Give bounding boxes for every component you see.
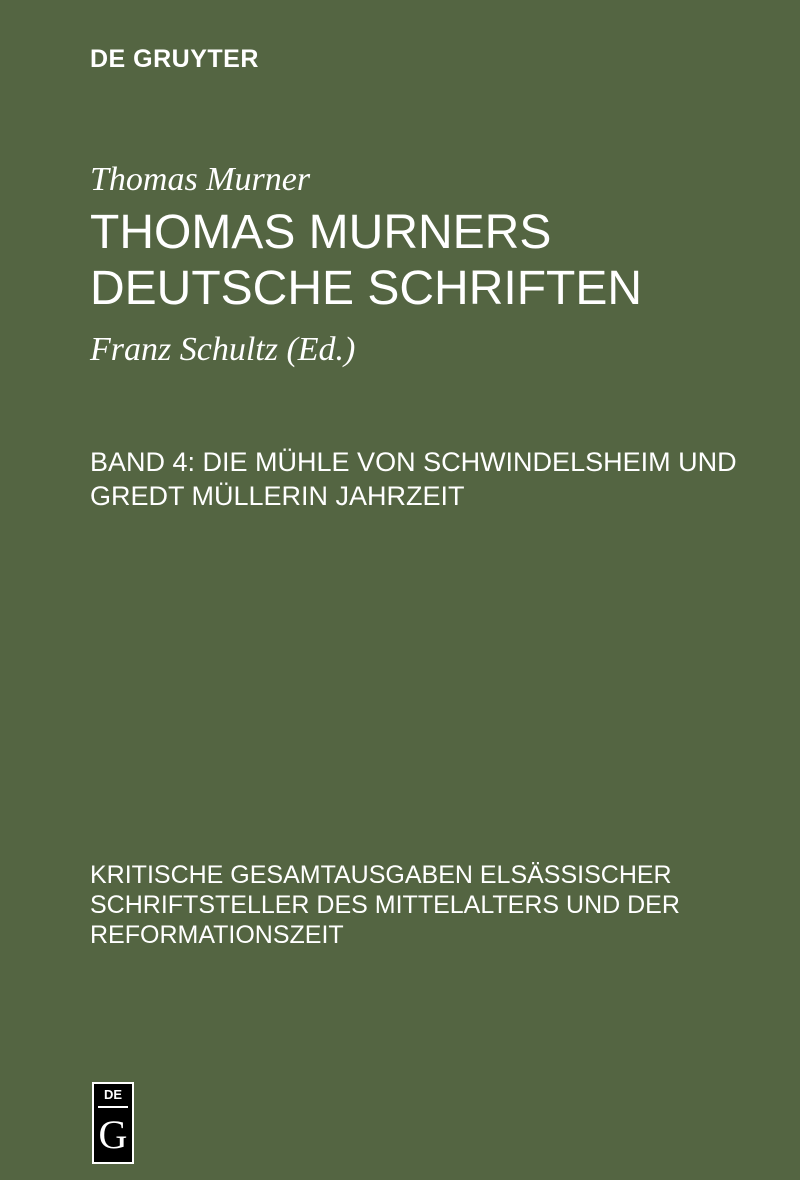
publisher-logo-icon — [92, 1082, 134, 1164]
publisher-name: DE GRUYTER — [90, 45, 259, 73]
series-title: KRITISCHE GESAMTAUSGABEN ELSÄSSISCHER SCHRIFTSTELLER DES MITTELALTERS UND DER REFORMATIONSZEIT — [90, 861, 680, 949]
volume-title: BAND 4: DIE MÜHLE VON SCHWINDELSHEIM UND GREDT MÜLLERIN JAHRZEIT — [90, 447, 737, 511]
book-title: THOMAS MURNERS DEUTSCHE SCHRIFTEN — [90, 206, 643, 315]
logo-letter: G — [98, 1112, 128, 1157]
author-name: Thomas Murner — [90, 161, 311, 198]
logo-top-text: DE — [103, 1087, 123, 1102]
editor-name: Franz Schultz (Ed.) — [90, 331, 356, 368]
logo-divider — [98, 1106, 128, 1108]
